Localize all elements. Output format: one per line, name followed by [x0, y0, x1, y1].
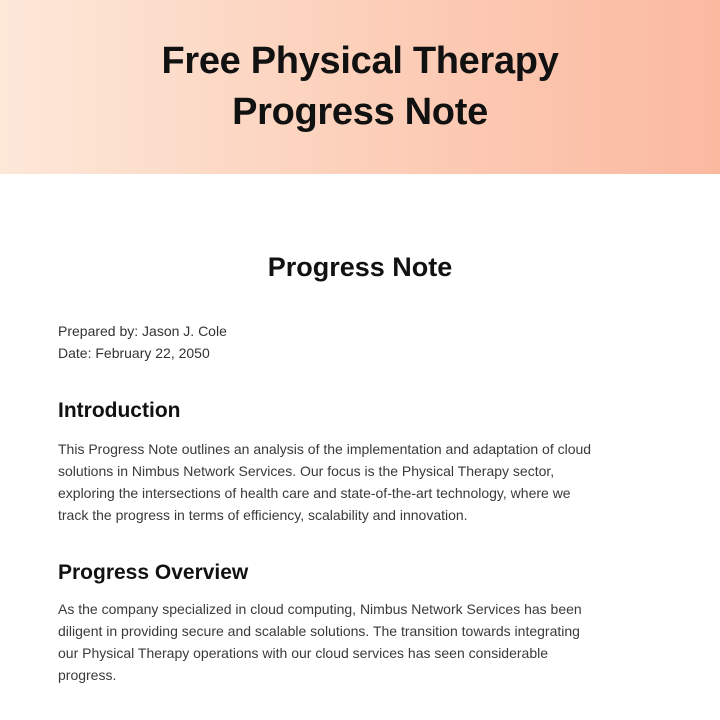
document-heading: Progress Note: [267, 252, 453, 282]
progress-overview-heading: Progress Overview: [58, 561, 249, 584]
banner-title-line-2: Progress Note: [232, 91, 488, 133]
introduction-line: This Progress Note outlines an analysis of the implementation and adaptation of cloud: [58, 441, 592, 457]
date-text: Date: February 22, 2050: [58, 345, 210, 361]
introduction-paragraph: [58, 438, 668, 526]
banner-title-line-1: Free Physical Therapy: [161, 40, 559, 82]
introduction-line: solutions in Nimbus Network Services. Our focus is the Physical Therapy sector,: [58, 463, 555, 479]
introduction-heading: Introduction: [58, 399, 181, 422]
introduction-line: exploring the intersections of health care and state-of-the-art technology, where we: [58, 485, 571, 501]
overview-line: As the company specialized in cloud computing, Nimbus Network Services has been: [58, 601, 582, 617]
title-banner: [0, 0, 720, 174]
introduction-line: track the progress in terms of efficiency, scalability and innovation.: [58, 507, 468, 523]
overview-line: diligent in providing secure and scalable solutions. The transition towards integrating: [58, 623, 580, 639]
overview-line: progress.: [58, 667, 117, 683]
progress-overview-paragraph: [58, 598, 668, 686]
prepared-by-text: Prepared by: Jason J. Cole: [58, 323, 227, 339]
overview-line: our Physical Therapy operations with our cloud services has seen considerable: [58, 645, 549, 661]
document-meta: [58, 320, 227, 364]
banner-title: [161, 36, 558, 138]
